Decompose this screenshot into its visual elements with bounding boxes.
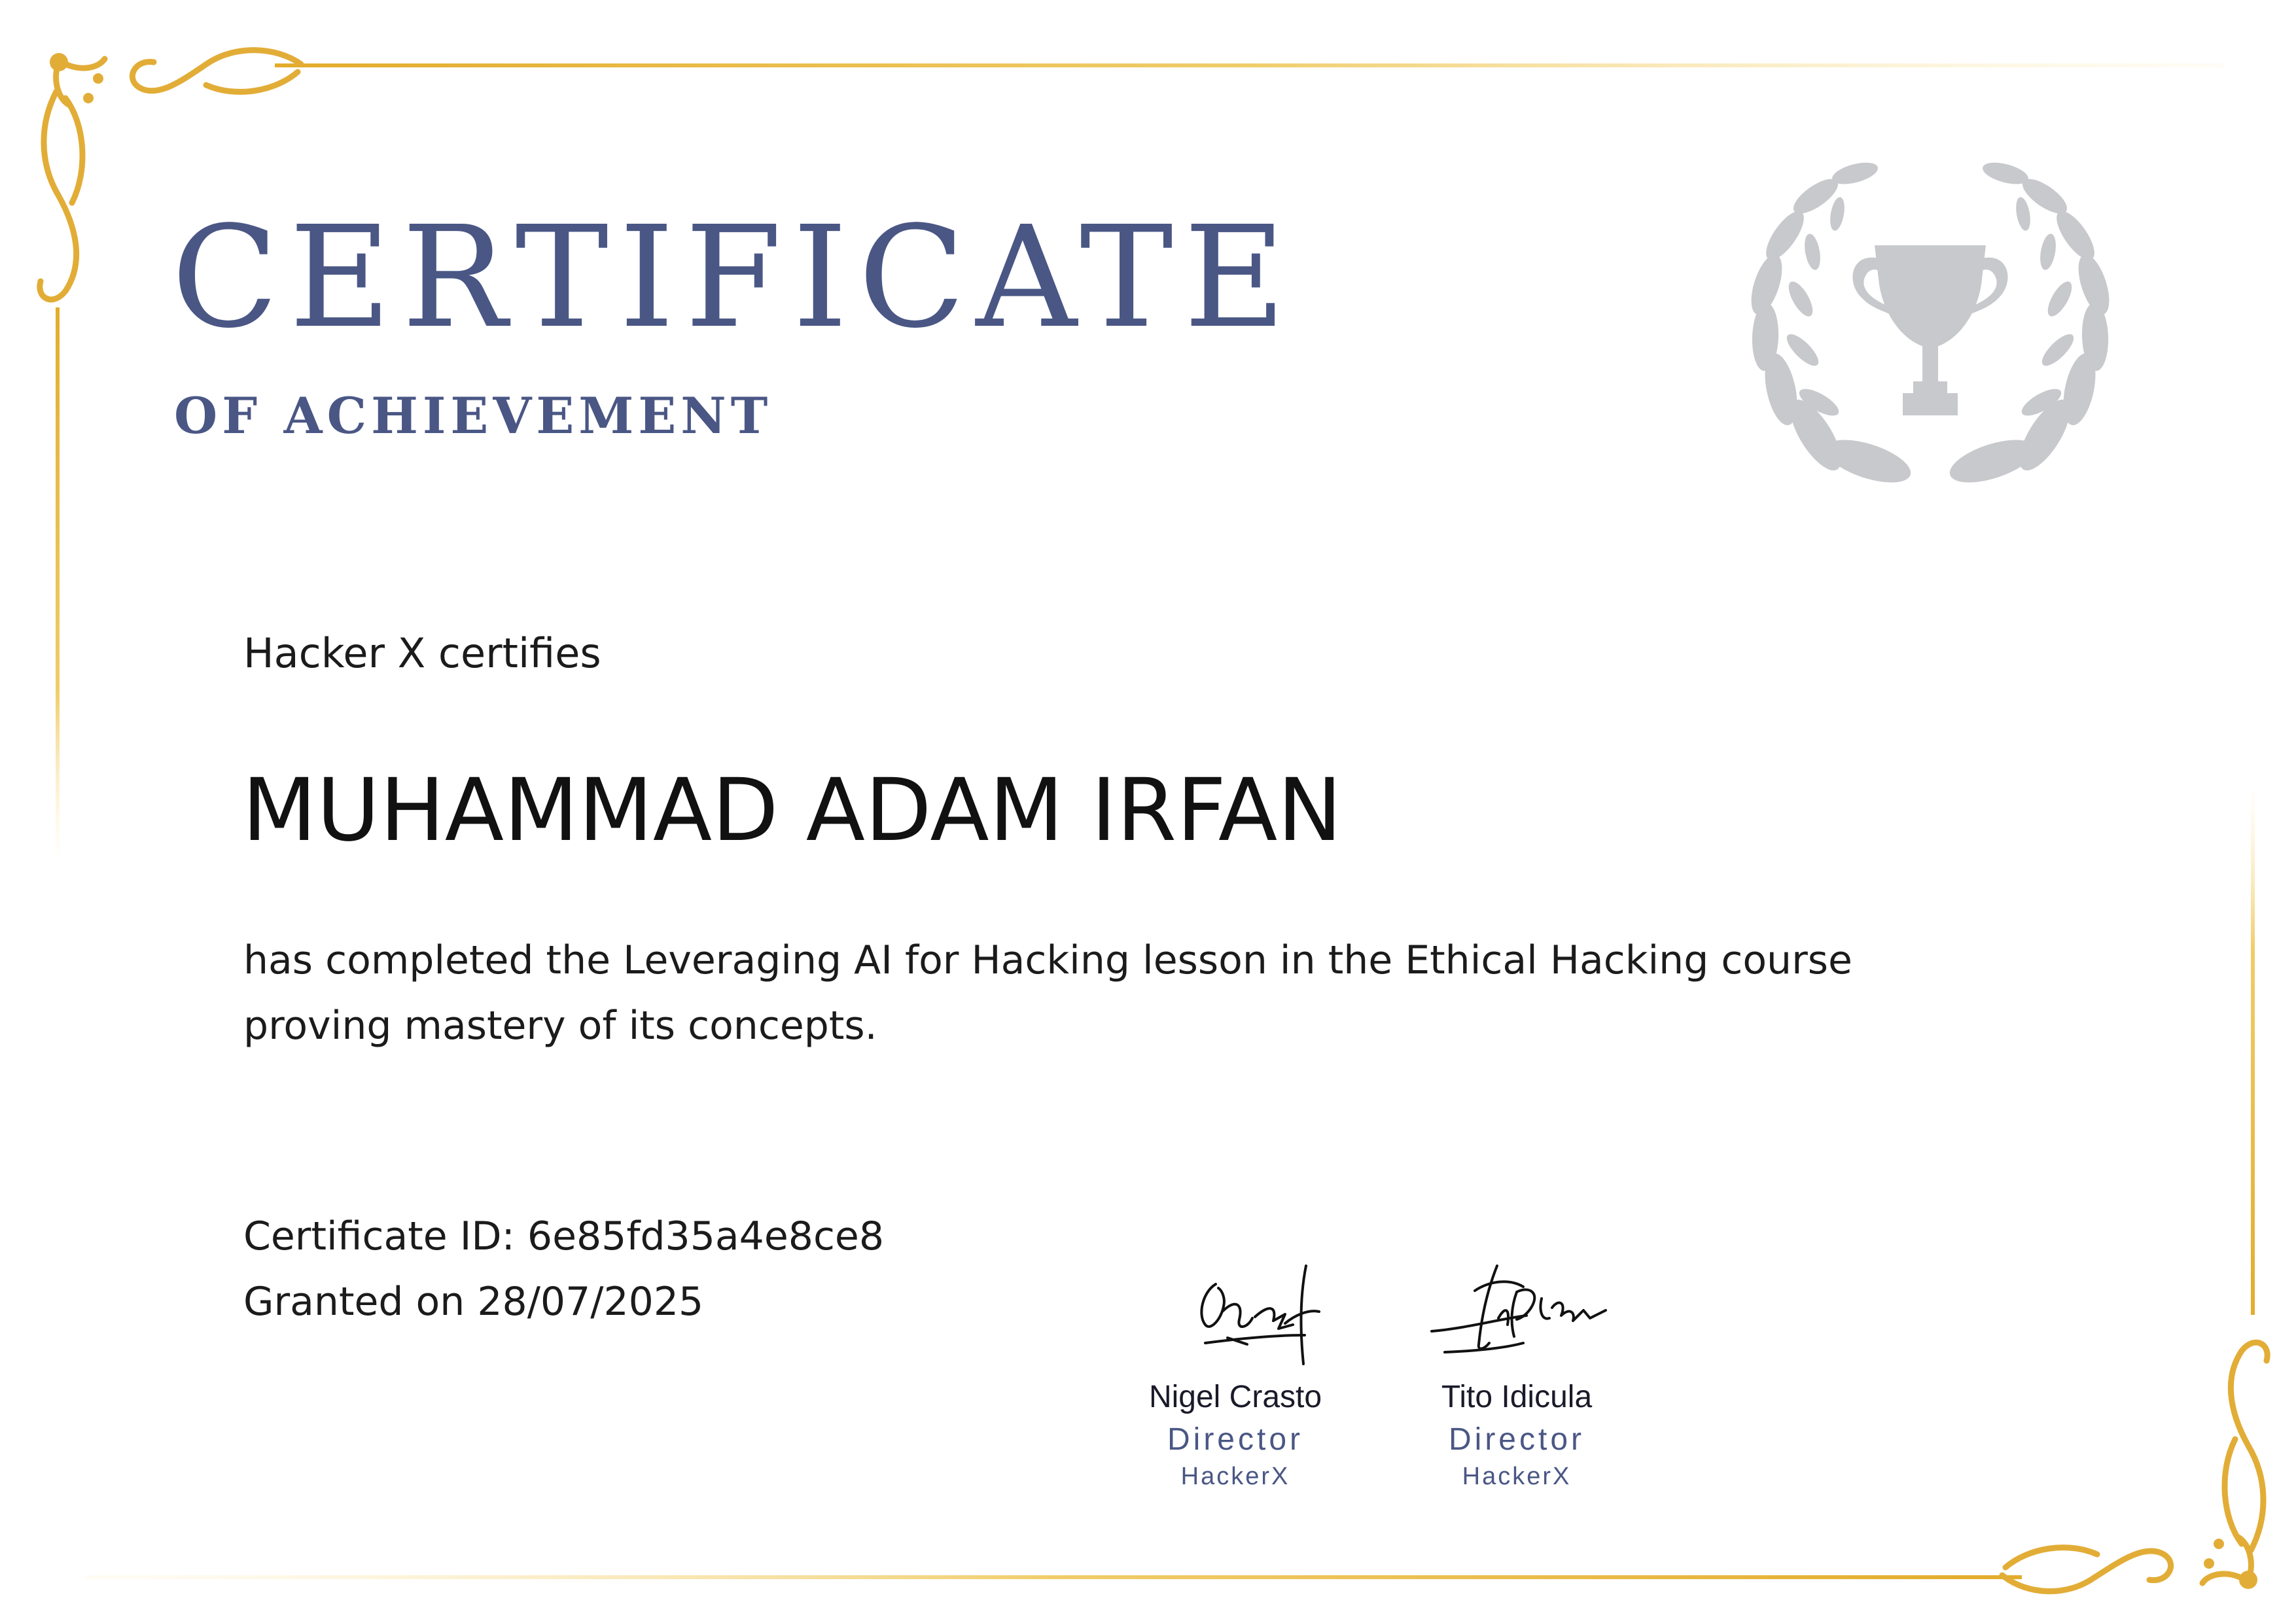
corner-ornament-bottom-right [2002,1342,2267,1591]
statement-line-2: proving mastery of its concepts. [243,1003,877,1049]
certificate-subtitle: OF ACHIEVEMENT [174,387,773,445]
signatory-name: Tito Idicula [1441,1380,1593,1414]
signature-nigel-crasto [1137,1253,1333,1370]
signatory-role: Director [1167,1422,1304,1457]
frame-bottom-line [85,1575,2022,1579]
frame-left-line [56,307,60,857]
achievement-statement [243,928,1879,1058]
statement-line-1: has completed the Leveraging AI for Hacking lesson in the Ethical Hacking course [243,937,1852,983]
certificate-title: CERTIFICATE [171,196,1297,359]
trophy-base [1903,393,1958,415]
certificate-meta [243,1204,884,1335]
signatory-organization: HackerX [1180,1462,1290,1490]
certifier-line: Hacker X certifies [243,629,601,677]
signatory-name: Nigel Crasto [1148,1380,1322,1414]
trophy-laurel-icon [1727,154,2133,494]
recipient-name: MUHAMMAD ADAM IRFAN [242,760,1343,861]
frame-top-line [275,63,2225,67]
laurel-left [1745,158,1916,491]
signatory-role: Director [1448,1422,1585,1457]
signatory-organization: HackerX [1462,1462,1572,1490]
trophy-cup [1875,245,1986,347]
certificate-id: Certificate ID: 6e85fd35a4e8ce8 [243,1213,885,1259]
trophy-neck [1913,381,1947,394]
signatory-tito-idicula [1379,1253,1654,1492]
frame-right-line [2251,792,2255,1315]
trophy-stem [1922,345,1938,384]
signature-tito-idicula [1419,1253,1615,1370]
granted-date: Granted on 28/07/2025 [243,1279,704,1325]
laurel-right [1945,158,2115,491]
signatory-nigel-crasto [1098,1253,1373,1492]
